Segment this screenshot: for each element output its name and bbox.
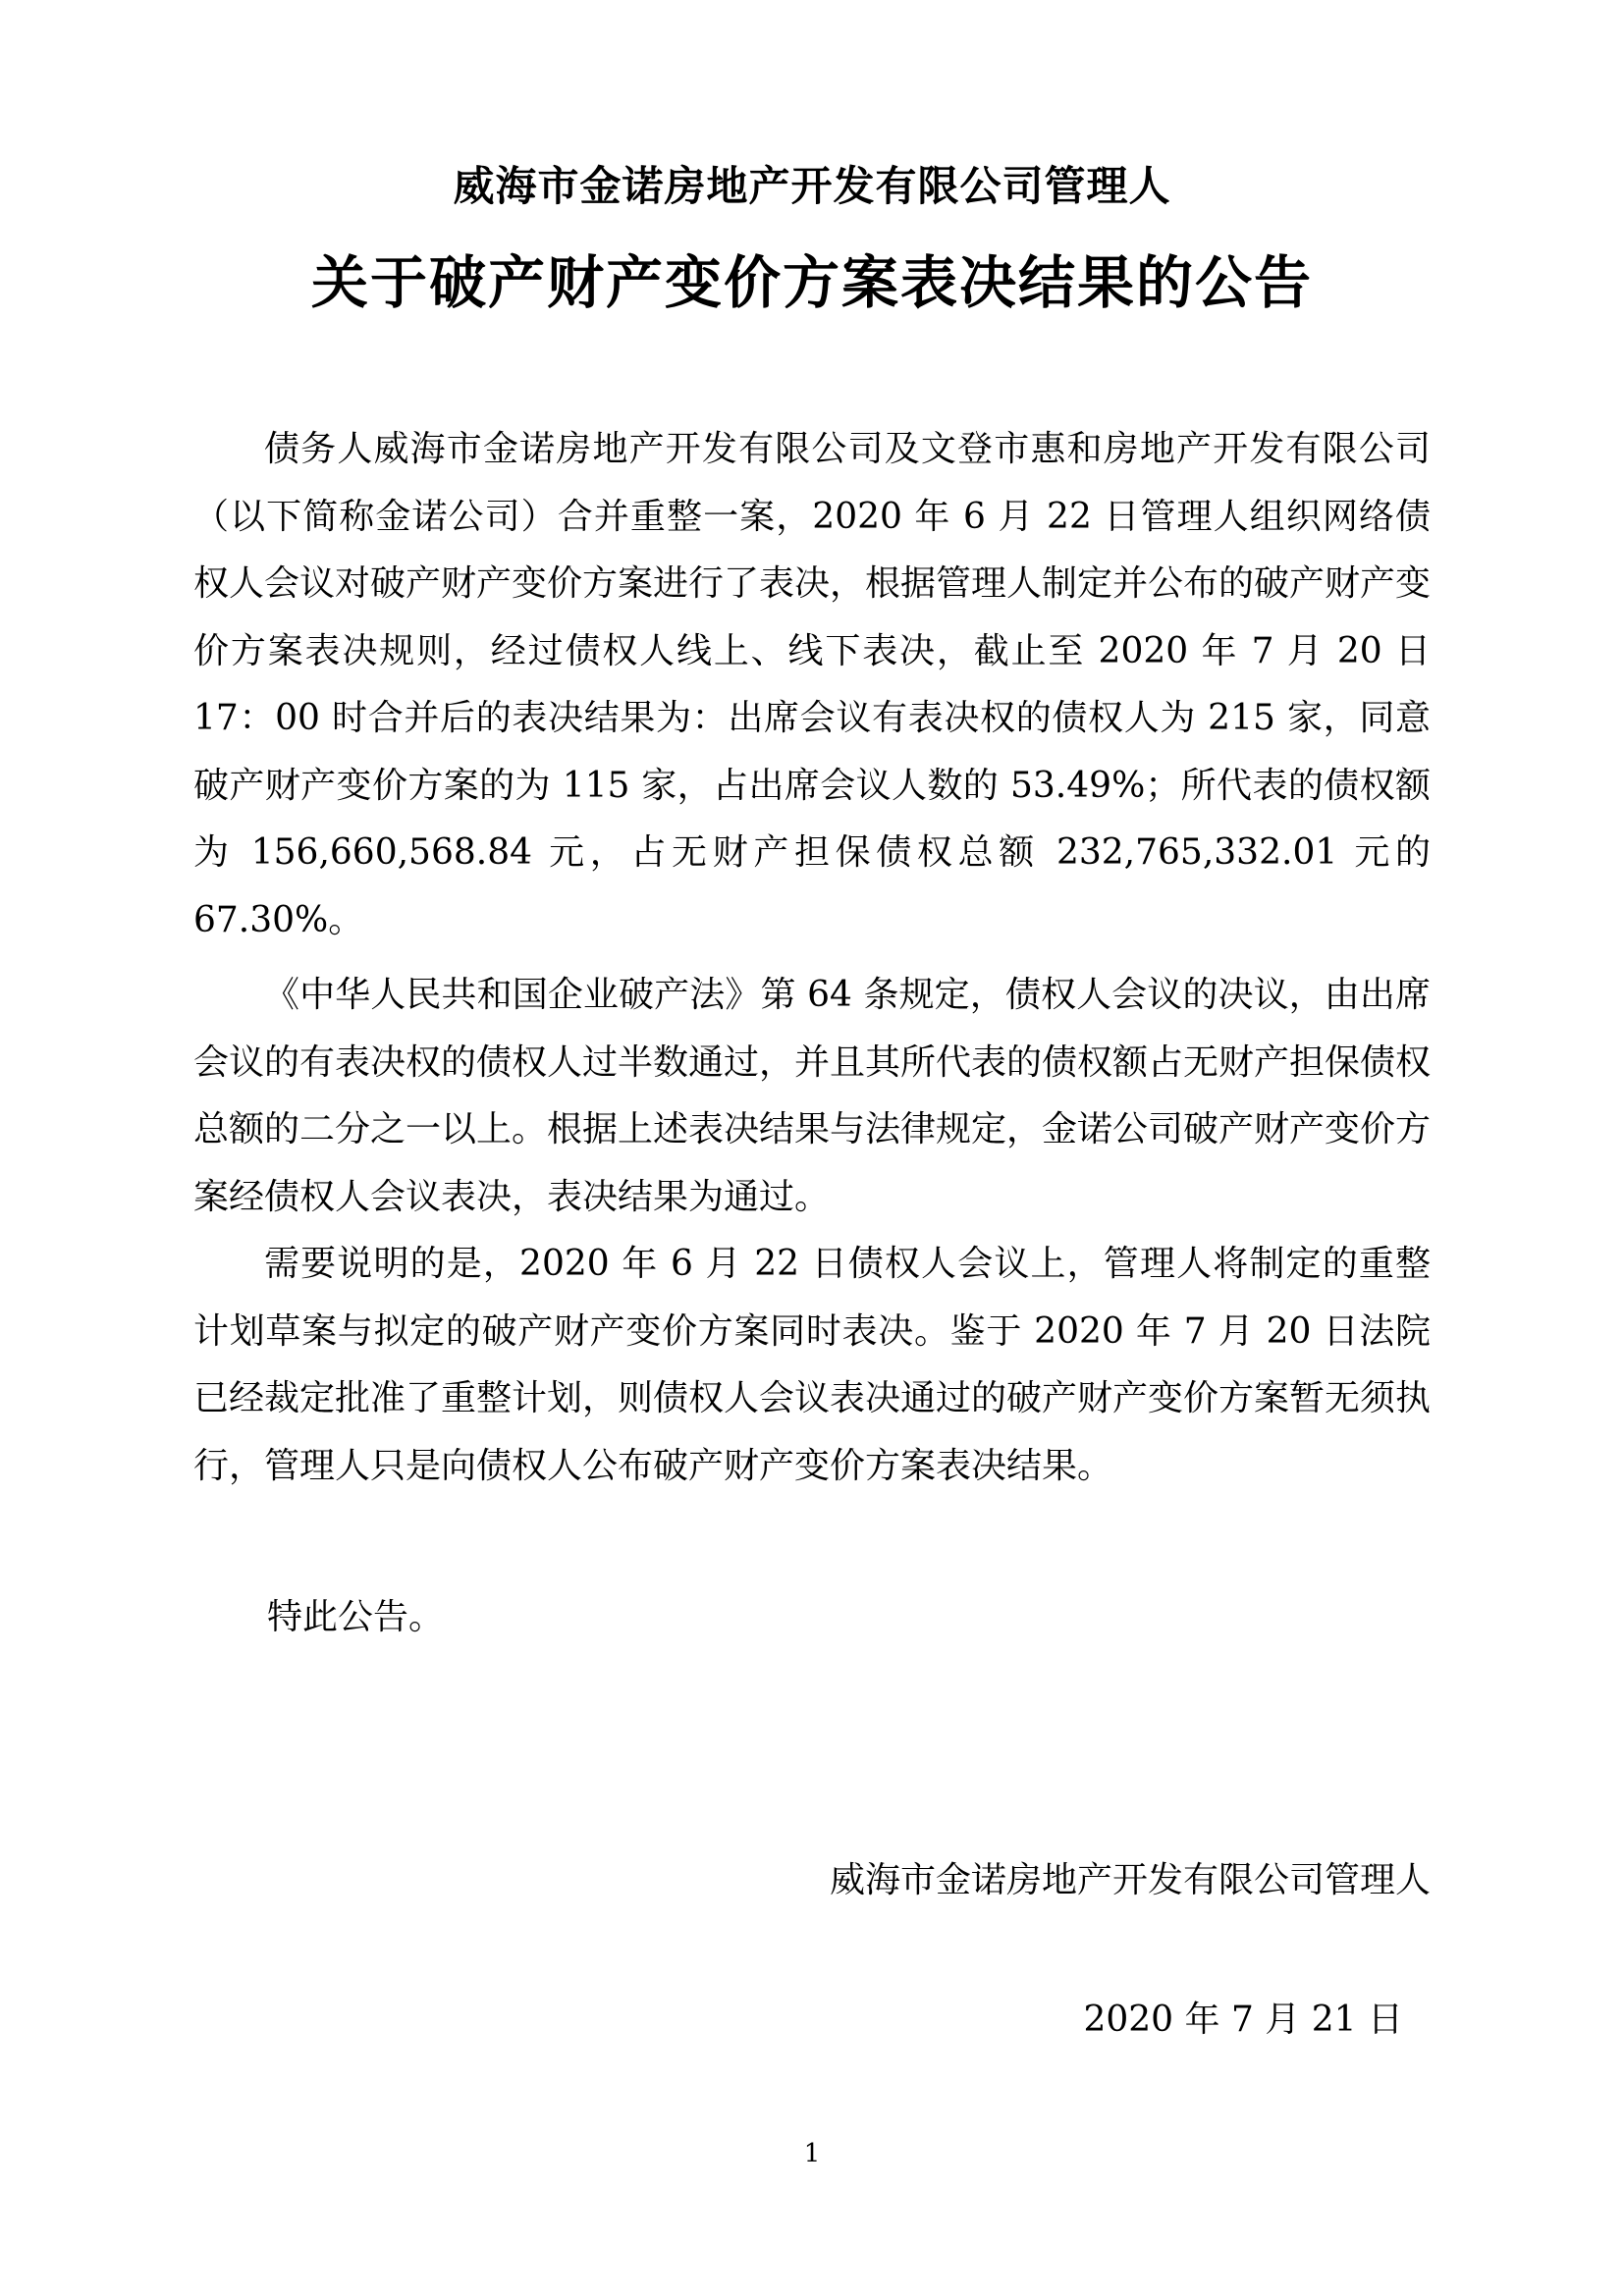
body-paragraph-voting-result: 债务人威海市金诺房地产开发有限公司及文登市惠和房地产开发有限公司（以下简称金诺公司）合并重整一案，2020 年 6 月 22 日管理人组织网络债权人会议对破产财产变价方案进行了表决，根据管理人制定并公布的破产财产变价方案表决规则，经过债权人线上、线下表决，截止至 2020 年 7 月 20 日 17：00 时合并后的表决结果为：出席会议有表决权的债权人为 215 家，同意破产财产变价方案的为 115 家，占出席会议人数的 53.49%；所代表的债权额为 156,660,568.84 元，占无财产担保债权总额 232,765,332.01 元的 67.30%。 [193,429,1432,940]
page-number: 1 [803,2139,821,2168]
document-title: 关于破产财产变价方案表决结果的公告 [310,249,1313,316]
signature-date: 2020 年 7 月 21 日 [1083,2000,1403,2040]
body-paragraph-legal-basis: 《中华人民共和国企业破产法》第 64 条规定，债权人会议的决议，由出席会议的有表决权的债权人过半数通过，并且其所代表的债权额占无财产担保债权总额的二分之一以上。根据上述表决结果与法律规定，金诺公司破产财产变价方案经债权人会议表决，表决结果为通过。 [193,975,1432,1217]
body-paragraph-explanation: 需要说明的是，2020 年 6 月 22 日债权人会议上，管理人将制定的重整计划草案与拟定的破产财产变价方案同时表决。鉴于 2020 年 7 月 20 日法院已经裁定批准了重整计划，则债权人会议表决通过的破产财产变价方案暂无须执行，管理人只是向债权人公布破产财产变价方案表决结果。 [193,1244,1432,1486]
closing-statement: 特此公告。 [267,1597,445,1637]
document-title-issuer: 威海市金诺房地产开发有限公司管理人 [453,162,1171,210]
signature-issuer: 威海市金诺房地产开发有限公司管理人 [829,1860,1431,1900]
